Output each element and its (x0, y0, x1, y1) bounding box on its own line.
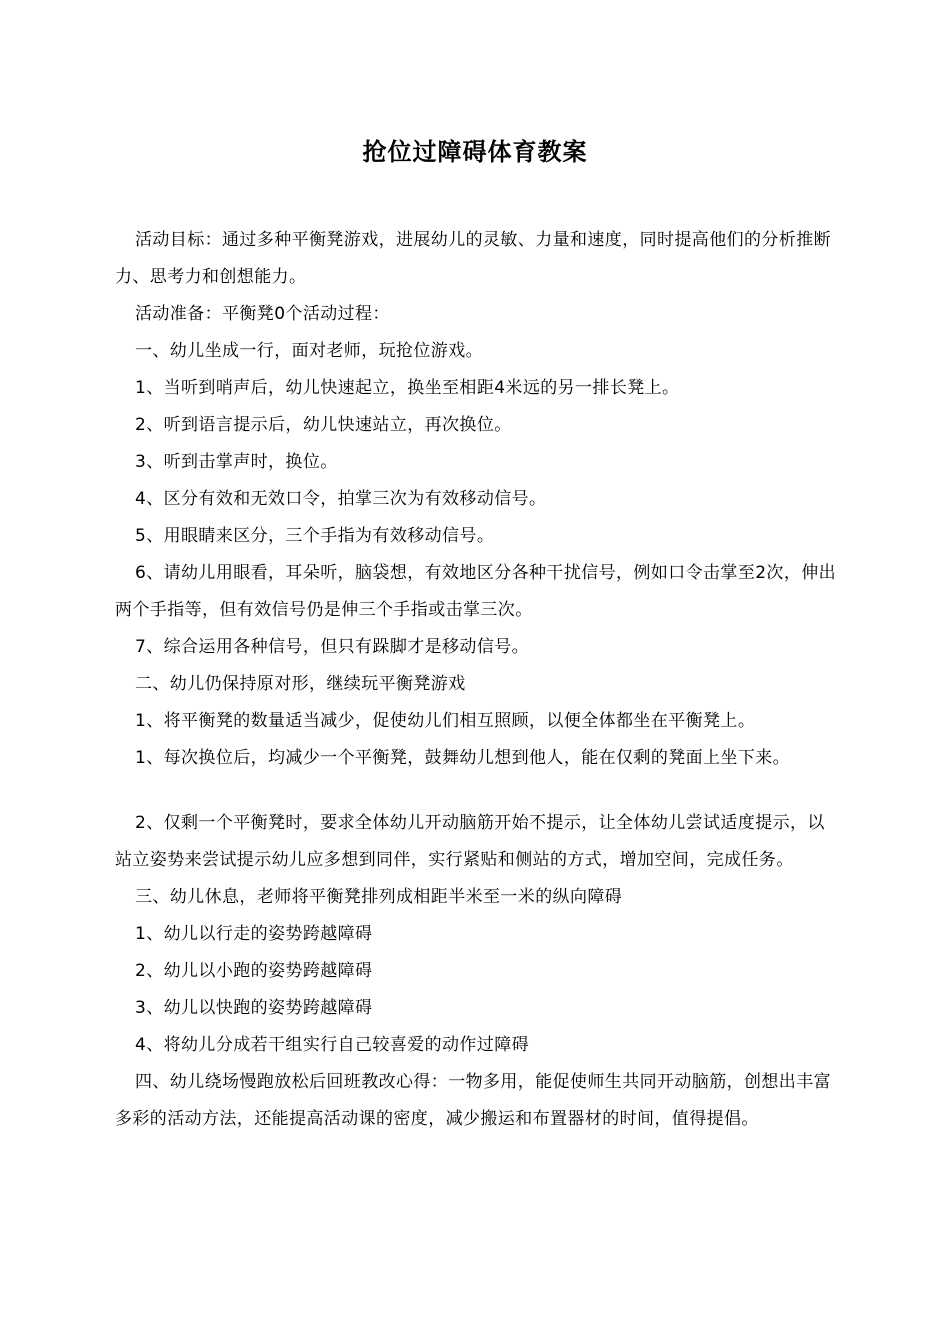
paragraph-step: 2、仅剩一个平衡凳时，要求全体幼儿开动脑筋开始不提示，让全体幼儿尝试适度提示，以站立姿势来尝试提示幼儿应多想到同伴，实行紧贴和侧站的方式，增加空间，完成任务。 (115, 813, 825, 870)
paragraph-step: 1、将平衡凳的数量适当减少，促使幼儿们相互照顾，以便全体都坐在平衡凳上。 (135, 711, 756, 731)
paragraph-section-3: 三、幼儿休息，老师将平衡凳排列成相距半米至一米的纵向障碍 (135, 887, 623, 907)
paragraph-preparation: 活动准备：平衡凳0个活动过程： (135, 304, 390, 324)
document-title: 抢位过障碍体育教案 (362, 138, 588, 166)
paragraph-step: 5、用眼睛来区分，三个手指为有效移动信号。 (135, 526, 495, 546)
paragraph-step: 2、幼儿以小跑的姿势跨越障碍 (135, 961, 373, 981)
paragraph-step: 4、将幼儿分成若干组实行自己较喜爱的动作过障碍 (135, 1035, 530, 1055)
paragraph-step: 3、幼儿以快跑的姿势跨越障碍 (135, 998, 373, 1018)
paragraph-step: 1、当听到哨声后，幼儿快速起立，换坐至相距4米远的另一排长凳上。 (135, 378, 680, 398)
paragraph-section-4: 四、幼儿绕场慢跑放松后回班教改心得：一物多用，能促使师生共同开动脑筋，创想出丰富多彩的活动方法，还能提高活动课的密度，减少搬运和布置器材的时间，值得提倡。 (115, 1072, 831, 1129)
paragraph-section-2: 二、幼儿仍保持原对形，继续玩平衡凳游戏 (135, 674, 466, 694)
document-body (115, 222, 840, 1138)
paragraph-step: 2、听到语言提示后，幼儿快速站立，再次换位。 (135, 415, 512, 435)
paragraph-step: 7、综合运用各种信号，但只有跺脚才是移动信号。 (135, 637, 530, 657)
paragraph-step: 6、请幼儿用眼看，耳朵听，脑袋想，有效地区分各种干扰信号，例如口令击掌至2次，伸出两个手指等，但有效信号仍是伸三个手指或击掌三次。 (115, 563, 837, 620)
paragraph-section-1: 一、幼儿坐成一行，面对老师，玩抢位游戏。 (135, 341, 483, 361)
paragraph-step: 1、每次换位后，均减少一个平衡凳，鼓舞幼儿想到他人，能在仅剩的凳面上坐下来。 (135, 748, 791, 768)
paragraph-gap (115, 777, 840, 805)
paragraph-objective: 活动目标：通过多种平衡凳游戏，进展幼儿的灵敏、力量和速度，同时提高他们的分析推断力、思考力和创想能力。 (115, 230, 831, 287)
paragraph-step: 3、听到击掌声时，换位。 (135, 452, 338, 472)
paragraph-step: 4、区分有效和无效口令，拍掌三次为有效移动信号。 (135, 489, 547, 509)
paragraph-step: 1、幼儿以行走的姿势跨越障碍 (135, 924, 373, 944)
